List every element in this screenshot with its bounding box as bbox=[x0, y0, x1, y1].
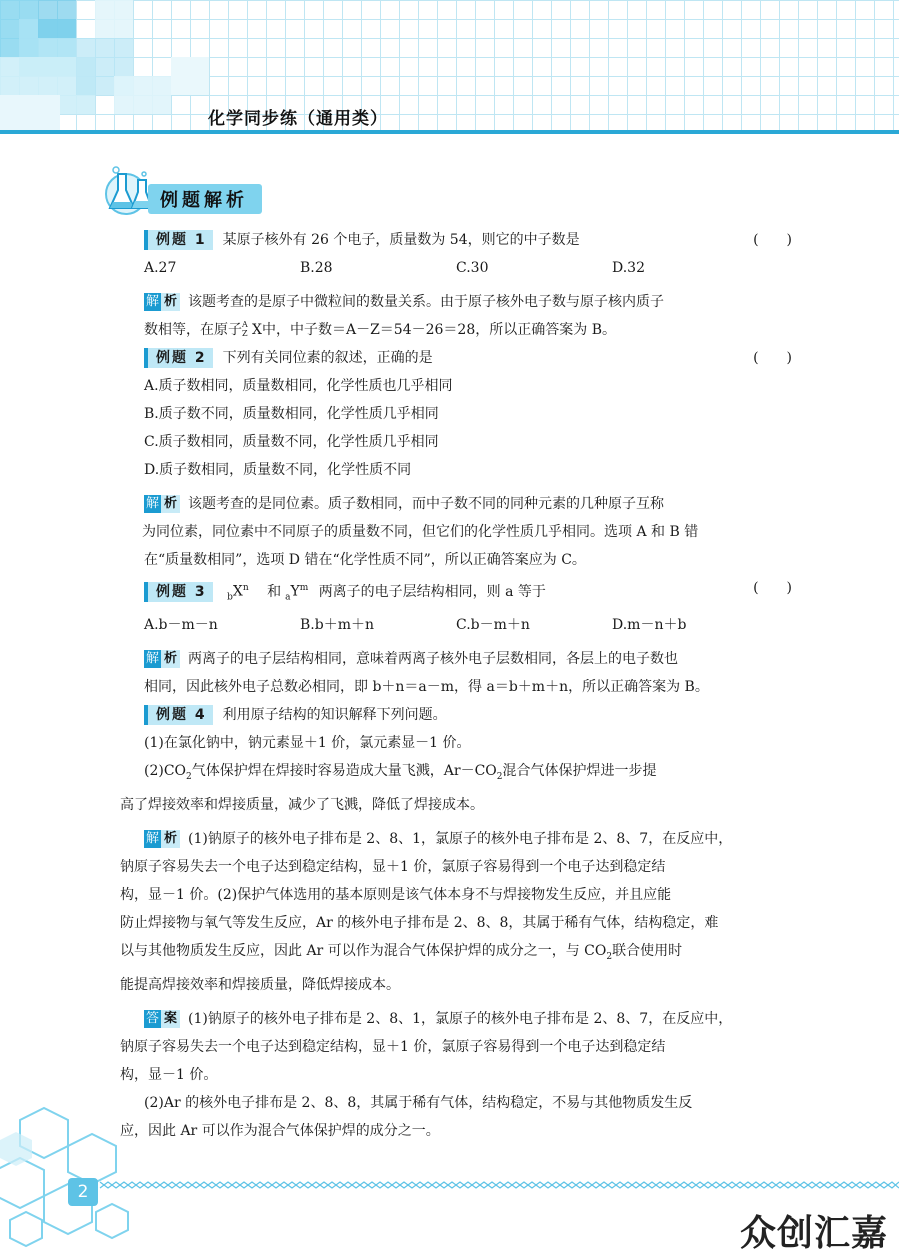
ex2-question-row bbox=[144, 344, 792, 372]
ex1-option-c: C.30 bbox=[456, 260, 489, 276]
subscript: 2 bbox=[186, 772, 192, 783]
watermark: 众创汇嘉 bbox=[740, 1213, 889, 1254]
ex3-analysis-line bbox=[144, 645, 792, 673]
ex3-option-c: C.b－m＋n bbox=[456, 617, 530, 634]
tag-char: 答 bbox=[146, 1011, 160, 1027]
tag-char: 析 bbox=[161, 293, 180, 311]
ex3-answer-paren: ( ) bbox=[753, 580, 792, 596]
section-title: 例题解析 bbox=[160, 190, 248, 211]
ex2-analysis-line: 为同位素，同位素中不同原子的质量数不同，但它们的化学性质几乎相同。选项 A 和 B 错 bbox=[142, 524, 699, 540]
ex3-question-row bbox=[144, 574, 792, 611]
ex4-answer-text: (1)钠原子的核外电子排布是 2、8、1，氯原子的核外电子排布是 2、8、7，在反应中， bbox=[188, 1011, 733, 1028]
ex2-option-a: A.质子数相同，质量数相同，化学性质也几乎相同 bbox=[144, 378, 453, 394]
ex4-analysis-text: 以与其他物质发生反应，因此 Ar 可以作为混合气体保护焊的成分之一，与 CO bbox=[120, 943, 607, 960]
ex4-analysis-line: 钠原子容易失去一个电子达到稳定结构，显＋1 价，氯原子容易得到一个电子达到稳定结 bbox=[120, 859, 666, 876]
nuclide-notation bbox=[242, 322, 252, 336]
ex2-analysis-text: 该题考查的是同位素。质子数相同，而中子数不同的同种元素的几种原子互称 bbox=[188, 496, 665, 512]
ion2-symbol: Y bbox=[290, 583, 300, 600]
header-title: 化学同步练（通用类） bbox=[208, 109, 388, 129]
ex1-analysis-line bbox=[144, 288, 792, 316]
ex4-analysis-line: 能提高焊接效率和焊接质量，降低焊接成本。 bbox=[120, 977, 400, 994]
ion2-prefix: a bbox=[285, 592, 291, 603]
ex1-analysis-line bbox=[144, 316, 792, 344]
tag-char: 析 bbox=[161, 495, 180, 513]
ex2-analysis-line bbox=[144, 490, 792, 518]
ex4-analysis-line bbox=[144, 825, 792, 853]
ex4-question: 利用原子结构的知识解释下列问题。 bbox=[222, 707, 447, 724]
ex4-answer-line: (2)Ar 的核外电子排布是 2、8、8，其属于稀有气体，结构稳定，不易与其他物质发生反 bbox=[144, 1095, 693, 1112]
ex3-tag: 例题 3 bbox=[144, 582, 213, 602]
ex2-option-c: C.质子数相同，质量数不同，化学性质几乎相同 bbox=[144, 434, 439, 450]
page-number: 2 bbox=[68, 1178, 98, 1206]
ex1-analysis-text: 该题考查的是原子中微粒间的数量关系。由于原子核外电子数与原子核内质子 bbox=[188, 294, 665, 310]
ex4-q2-line bbox=[144, 757, 792, 791]
ex3-option-d: D.m－n＋b bbox=[612, 617, 687, 634]
ex1-analysis-text: 数相等，在原子 bbox=[144, 322, 242, 338]
header-cube-decoration bbox=[0, 0, 899, 130]
ex4-answer-line: 应，因此 Ar 可以作为混合气体保护焊的成分之一。 bbox=[120, 1123, 440, 1140]
atomic-number: Z bbox=[242, 329, 248, 338]
tag-char: 析 bbox=[161, 830, 180, 848]
ex4-q2-text: 混合气体保护焊进一步提 bbox=[502, 763, 657, 780]
ex4-q2-line: 高了焊接效率和焊接质量，减少了飞溅，降低了焊接成本。 bbox=[120, 797, 484, 814]
ex4-analysis-text: (1)钠原子的核外电子排布是 2、8、1，氯原子的核外电子排布是 2、8、7，在反应中， bbox=[188, 831, 733, 848]
ion1-symbol: X bbox=[232, 583, 243, 600]
ex4-tag: 例题 4 bbox=[144, 705, 213, 725]
ion2-charge: m bbox=[299, 583, 309, 593]
ex1-answer-paren: ( ) bbox=[753, 232, 792, 248]
ex3-question: 两离子的电子层结构相同，则 a 等于 bbox=[318, 583, 546, 600]
subscript: 2 bbox=[606, 952, 613, 963]
ex4-analysis-text: 联合使用时 bbox=[612, 943, 683, 960]
ex3-analysis-line: 相同，因此核外电子总数必相同，即 b＋n＝a－m，得 a＝b＋m＋n，所以正确答案为 B。 bbox=[144, 679, 709, 696]
ex1-tag: 例题 1 bbox=[144, 230, 213, 250]
ex3-and: 和 bbox=[267, 583, 282, 600]
ex3-options bbox=[144, 611, 792, 639]
subscript: 2 bbox=[496, 772, 503, 783]
tag-char: 解 bbox=[146, 294, 160, 309]
ex1-analysis-text: 中，中子数＝A－Z＝54－26＝28，所以正确答案为 B。 bbox=[261, 322, 616, 338]
ex4-question-row bbox=[144, 701, 792, 729]
mass-number: A bbox=[242, 320, 248, 329]
ex2-question: 下列有关同位素的叙述，正确的是 bbox=[222, 350, 433, 366]
ex2-analysis-line: 在“质量数相同”，选项 D 错在“化学性质不同”，所以正确答案应为 C。 bbox=[144, 552, 586, 568]
ex1-analysis-tag bbox=[144, 293, 180, 311]
ex4-analysis-line: 构，显－1 价。(2)保护气体选用的基本原则是该气体本身不与焊接物发生反应，并且应能 bbox=[120, 887, 672, 904]
nuclide-symbol: X bbox=[252, 322, 262, 338]
ex1-question: 某原子核外有 26 个电子，质量数为 54，则它的中子数是 bbox=[222, 232, 580, 248]
ex3-analysis-text: 两离子的电子层结构相同，意味着两离子核外电子层数相同，各层上的电子数也 bbox=[188, 651, 679, 668]
ion1-prefix: b bbox=[227, 592, 233, 603]
ex1-option-d: D.32 bbox=[612, 260, 645, 276]
ex3-option-a: A.b－m－n bbox=[144, 617, 218, 634]
ex2-option-b: B.质子数不同，质量数相同，化学性质几乎相同 bbox=[144, 406, 439, 422]
tag-char: 解 bbox=[146, 831, 160, 847]
ex3-analysis-tag bbox=[144, 650, 180, 668]
ex3-option-b: B.b＋m＋n bbox=[300, 617, 374, 634]
ex1-option-b: B.28 bbox=[300, 260, 333, 276]
tag-char: 案 bbox=[161, 1010, 180, 1028]
content bbox=[120, 226, 792, 1145]
ex4-q2-text: 气体保护焊在焊接时容易造成大量飞溅，Ar－CO bbox=[191, 763, 497, 780]
tag-char: 析 bbox=[161, 650, 180, 668]
ex4-answer-line: 钠原子容易失去一个电子达到稳定结构，显＋1 价，氯原子容易得到一个电子达到稳定结 bbox=[120, 1039, 666, 1056]
ex4-q1: (1)在氯化钠中，钠元素显＋1 价，氯元素显－1 价。 bbox=[144, 735, 471, 752]
ex1-question-row bbox=[144, 226, 792, 254]
ex4-analysis-line bbox=[120, 937, 792, 971]
ion1-charge: n bbox=[242, 583, 249, 593]
ex1-options bbox=[144, 254, 792, 282]
ex4-q2-text: (2)CO bbox=[144, 763, 187, 780]
ex4-answer-line: 构，显－1 价。 bbox=[120, 1067, 218, 1084]
tag-char: 解 bbox=[146, 496, 160, 511]
ex4-answer-line bbox=[144, 1005, 792, 1033]
ex1-option-a: A.27 bbox=[144, 260, 177, 276]
header-divider bbox=[0, 130, 899, 134]
ex2-analysis-tag bbox=[144, 495, 180, 513]
ex2-tag: 例题 2 bbox=[144, 348, 213, 368]
tag-char: 解 bbox=[146, 651, 160, 667]
ex4-analysis-tag bbox=[144, 830, 180, 848]
ex4-answer-tag bbox=[144, 1010, 180, 1028]
ex4-analysis-line: 防止焊接物与氧气等发生反应，Ar 的核外电子排布是 2、8、8，其属于稀有气体，结构稳定，难 bbox=[120, 915, 719, 932]
ex2-option-d: D.质子数相同，质量数不同，化学性质不同 bbox=[144, 462, 412, 478]
ex2-answer-paren: ( ) bbox=[753, 350, 792, 366]
